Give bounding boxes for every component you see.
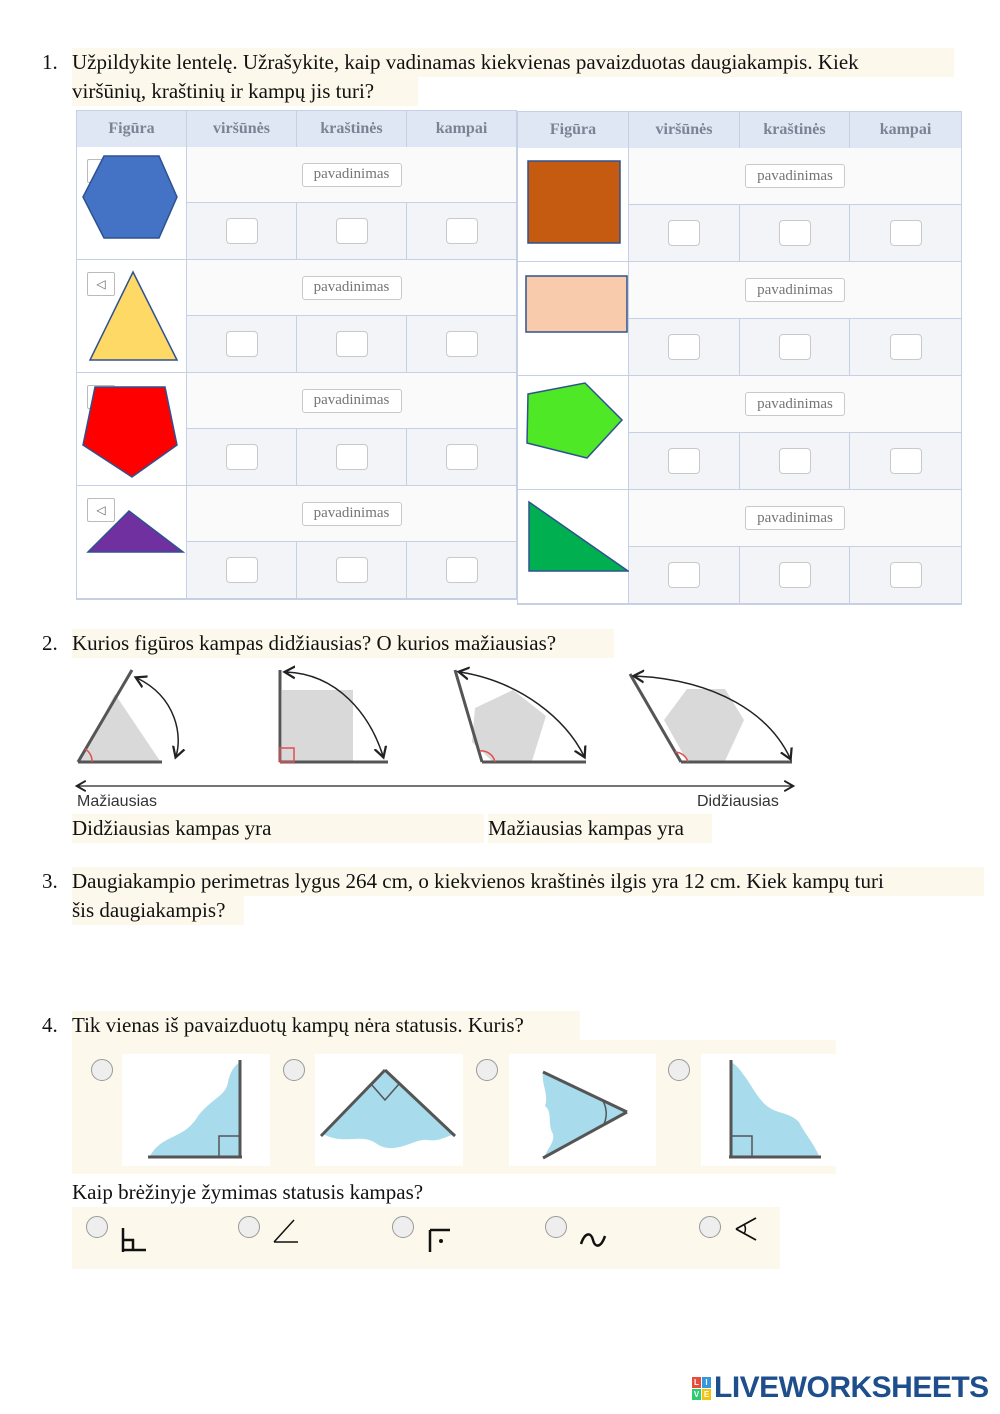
shape-name-input[interactable]	[302, 389, 402, 413]
angles-input[interactable]	[446, 557, 478, 583]
rectangle-shape	[518, 262, 629, 376]
angles-input[interactable]	[446, 331, 478, 357]
hexagon-angle	[630, 674, 792, 762]
shape-name-input[interactable]	[745, 392, 845, 416]
figure-cell	[77, 486, 187, 599]
header-kampai: kampai	[435, 120, 488, 137]
table-row	[77, 486, 516, 599]
sides-input[interactable]	[336, 557, 368, 583]
q3-text-line2: šis daugiakampis?	[72, 896, 244, 925]
figure-cell	[518, 148, 629, 262]
liveworksheets-logo-icon: L I V E	[693, 1378, 710, 1399]
shape-name-input[interactable]	[745, 506, 845, 530]
angle-option-radio-3[interactable]	[476, 1059, 498, 1081]
angles-input[interactable]	[446, 444, 478, 470]
angle-option-2	[315, 1054, 463, 1166]
corner-dot-symbol-icon	[426, 1226, 456, 1254]
angles-input[interactable]	[446, 218, 478, 244]
table-row	[518, 376, 961, 490]
hexagon-shape	[77, 147, 187, 260]
shape-name-input[interactable]	[302, 502, 402, 526]
angles-input[interactable]	[890, 334, 922, 360]
angle-option-4	[701, 1054, 836, 1166]
figure-cell	[77, 147, 187, 260]
header-figura: Figūra	[518, 112, 629, 148]
table-row	[77, 373, 516, 486]
right-angle-symbol-icon	[119, 1226, 149, 1254]
header-virsunes: viršūnės	[187, 111, 297, 147]
vertices-input[interactable]	[226, 218, 258, 244]
q1-number: 1.	[42, 50, 58, 74]
q4-text: Tik vienas iš pavaizduotų kampų nėra statusis. Kuris?	[72, 1011, 580, 1040]
angles-input[interactable]	[890, 448, 922, 474]
q2-text: Kurios figūros kampas didžiausias? O kurios mažiausias?	[72, 629, 614, 658]
header-krastines: kraštinės	[297, 111, 407, 147]
shape-name-input[interactable]	[745, 278, 845, 302]
vertices-input[interactable]	[668, 334, 700, 360]
liveworksheets-brand: LIVEWORKSHEETS	[714, 1371, 989, 1404]
vertices-input[interactable]	[668, 220, 700, 246]
symbol-option-radio-4[interactable]	[545, 1216, 567, 1238]
figure-cell	[77, 260, 187, 373]
sides-input[interactable]	[336, 444, 368, 470]
angle-option-radio-4[interactable]	[668, 1059, 690, 1081]
shapes-table-right	[517, 111, 962, 605]
angles-input[interactable]	[890, 562, 922, 588]
sides-input[interactable]	[779, 334, 811, 360]
vertices-input[interactable]	[668, 562, 700, 588]
square-shape	[518, 148, 629, 262]
pentagon-shape	[77, 373, 187, 486]
q2-number: 2.	[42, 631, 58, 655]
square-angle	[280, 670, 388, 762]
right-triangle-shape	[518, 490, 629, 604]
vertices-input[interactable]	[668, 448, 700, 474]
header-virsunes: viršūnės	[629, 112, 740, 148]
angle-option-radio-2[interactable]	[283, 1059, 305, 1081]
figure-cell	[77, 373, 187, 486]
sides-input[interactable]	[779, 562, 811, 588]
angle-symbol-icon	[270, 1218, 302, 1246]
symbol-option-radio-2[interactable]	[238, 1216, 260, 1238]
open-angle-symbol-icon	[732, 1216, 762, 1244]
green-pentagon-shape	[518, 376, 629, 490]
table-row	[518, 262, 961, 376]
triangle-angle	[78, 670, 178, 762]
figure-cell	[518, 376, 629, 490]
header-kampai: kampai	[879, 121, 932, 138]
table-row	[518, 148, 961, 262]
triangle-shape	[77, 260, 187, 373]
shape-name-input[interactable]	[745, 164, 845, 188]
angles-input[interactable]	[890, 220, 922, 246]
figure-cell	[518, 262, 629, 376]
largest-angle-text: Didžiausias kampas yra	[72, 814, 484, 843]
shape-name-input[interactable]	[302, 163, 402, 187]
angle-option-1	[122, 1054, 270, 1166]
smallest-angle-text: Mažiausias kampas yra	[488, 814, 712, 843]
symbol-option-radio-5[interactable]	[699, 1216, 721, 1238]
speaker-icon[interactable]: ◁	[87, 272, 115, 296]
table-row	[518, 490, 961, 604]
q3-text-line1: Daugiakampio perimetras lygus 264 cm, o kiekvienos kraštinės ilgis yra 12 cm. Kiek kampų turi	[72, 867, 984, 896]
q1-text-line1: Užpildykite lentelę. Užrašykite, kaip vadinamas kiekvienas pavaizduotas daugiakampis. Kiek	[72, 48, 954, 77]
sides-input[interactable]	[336, 331, 368, 357]
flat-triangle-shape	[77, 486, 187, 599]
symbol-option-radio-3[interactable]	[392, 1216, 414, 1238]
symbol-option-radio-1[interactable]	[86, 1216, 108, 1238]
shapes-table-left	[76, 110, 517, 600]
speaker-icon[interactable]: ◁	[87, 498, 115, 522]
header-figura: Figūra	[77, 111, 187, 147]
q3-number: 3.	[42, 869, 58, 893]
figure-cell	[518, 490, 629, 604]
vertices-input[interactable]	[226, 557, 258, 583]
angle-comparison-diagram	[70, 660, 800, 820]
vertices-input[interactable]	[226, 331, 258, 357]
table-row	[77, 147, 516, 260]
sides-input[interactable]	[779, 220, 811, 246]
q4-number: 4.	[42, 1013, 58, 1037]
sides-input[interactable]	[779, 448, 811, 474]
angle-option-3	[509, 1054, 656, 1166]
q1-text-line2: viršūnių, kraštinių ir kampų jis turi?	[72, 77, 418, 106]
tilde-symbol-icon	[578, 1226, 608, 1254]
vertices-input[interactable]	[226, 444, 258, 470]
shape-name-input[interactable]	[302, 276, 402, 300]
table-row	[77, 260, 516, 373]
q4-sub-question: Kaip brėžinyje žymimas statusis kampas?	[72, 1180, 424, 1204]
label-min: Mažiausias	[77, 793, 158, 810]
label-max: Didžiausias	[697, 793, 779, 810]
sides-input[interactable]	[336, 218, 368, 244]
angle-option-radio-1[interactable]	[91, 1059, 113, 1081]
pentagon-angle	[455, 670, 586, 762]
header-krastines: kraštinės	[740, 112, 850, 148]
